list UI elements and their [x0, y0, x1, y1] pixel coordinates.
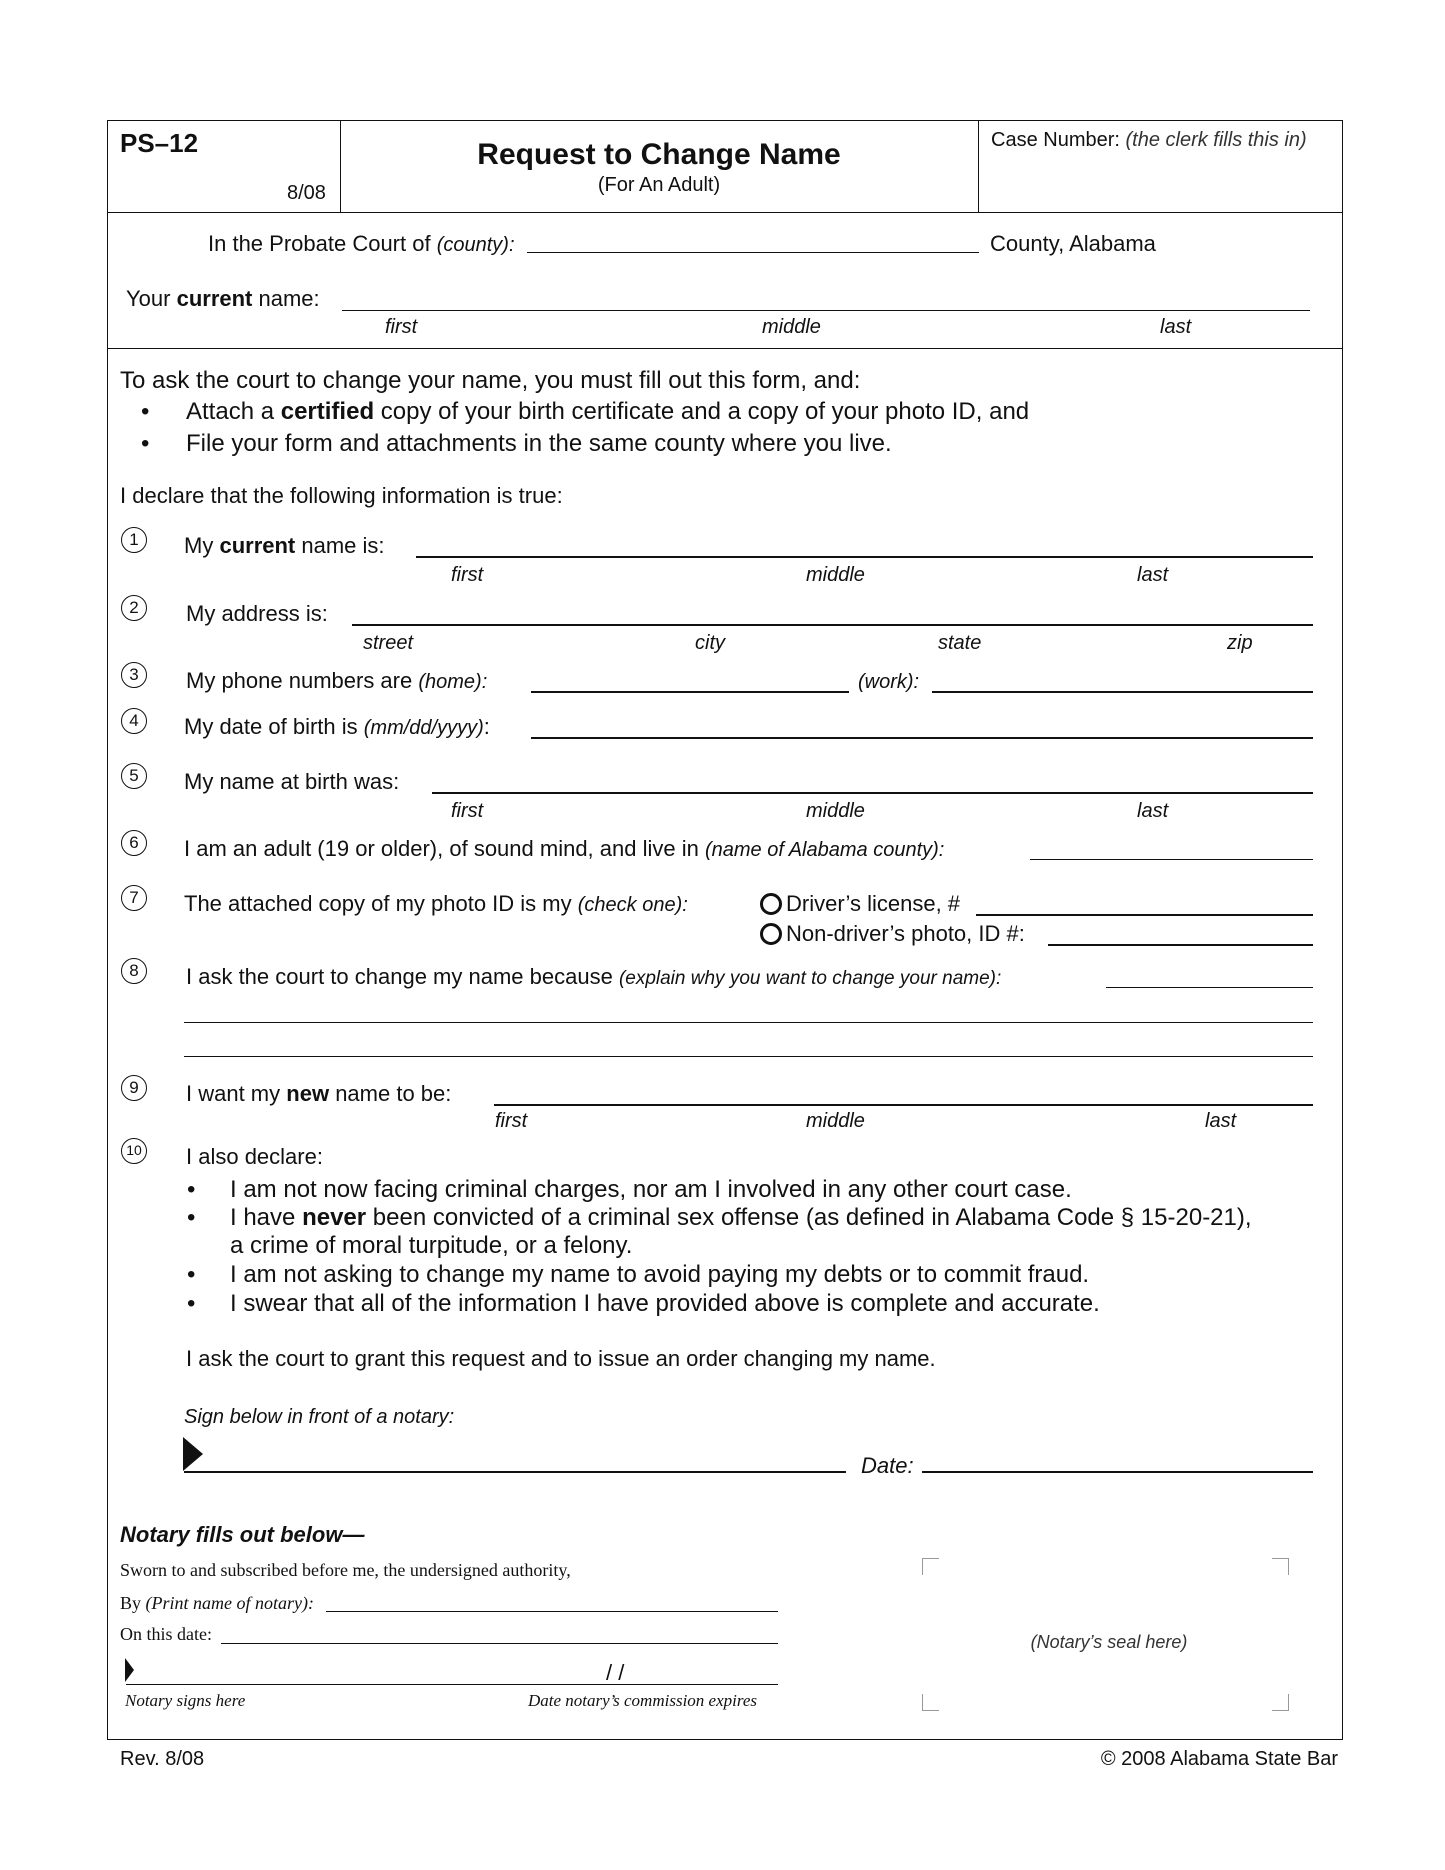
decl-4: I swear that all of the information I have provided above is complete and accurate. [230, 1290, 1100, 1317]
item-9-middle: middle [806, 1110, 865, 1132]
case-number-text: Case Number: [991, 129, 1120, 151]
declare-line: I declare that the following information is true: [120, 483, 563, 508]
sign-hint: Sign below in front of a notary: [184, 1406, 455, 1428]
case-number-label [991, 129, 1307, 152]
item-5-first: first [451, 800, 484, 822]
item-4-label [184, 714, 490, 740]
decl-1: I am not now facing criminal charges, nor am I involved in any other court case. [230, 1176, 1072, 1203]
item-10-number: 10 [121, 1138, 147, 1164]
top-name-bold: current [176, 286, 253, 311]
notary-by-label [120, 1593, 314, 1614]
item-1-number: 1 [121, 527, 147, 553]
court-county-hint: (county): [436, 234, 515, 256]
footer-copyright: © 2008 Alabama State Bar [1100, 1748, 1338, 1770]
item-3-work-field[interactable] [932, 691, 1313, 693]
item-4-text: My date of birth is [184, 714, 358, 739]
intro-bullet-2-dot: • [141, 430, 150, 457]
notary-arrow-icon [125, 1658, 134, 1682]
signature-arrow-icon [183, 1437, 203, 1471]
non-driver-id-field[interactable] [1048, 944, 1313, 946]
court-prefix [208, 231, 515, 257]
item-9-last: last [1205, 1110, 1237, 1132]
item-1-first: first [451, 564, 484, 586]
item-10-label: I also declare: [186, 1144, 323, 1169]
intro-b1-bold: certified [280, 398, 375, 425]
decl-1-dot: • [187, 1176, 196, 1203]
item-8-text: I ask the court to change my name because [186, 964, 613, 989]
item-7-opt2-label: Non-driver’s photo, ID #: [786, 921, 1025, 946]
form-date: 8/08 [287, 182, 326, 204]
notary-signature-field[interactable] [126, 1684, 778, 1685]
item-2-zip: zip [1227, 632, 1253, 654]
item-1-post: name is: [301, 533, 385, 558]
top-name-post: name: [258, 286, 320, 311]
item-1-field[interactable] [416, 556, 1313, 558]
item-9-pre: I want my [186, 1081, 281, 1106]
item-8-field-2[interactable] [184, 1022, 1313, 1023]
top-current-name-field[interactable] [342, 310, 1310, 311]
item-2-label: My address is: [186, 601, 328, 626]
decl-2 [230, 1204, 1252, 1232]
item-2-city: city [695, 632, 725, 654]
intro-bullet-2: File your form and attachments in the same county where you live. [186, 430, 892, 457]
notary-by-hint: (Print name of notary): [145, 1593, 314, 1613]
item-5-number: 5 [121, 763, 147, 789]
item-7-hint: (check one): [577, 894, 688, 916]
item-2-number: 2 [121, 595, 147, 621]
item-9-label [186, 1081, 451, 1107]
item-4-colon: : [483, 714, 490, 739]
notary-heading: Notary fills out below— [120, 1522, 365, 1547]
item-8-field-1[interactable] [1106, 987, 1313, 988]
item-7-opt1-label: Driver’s license, # [786, 891, 961, 916]
item-7-number: 7 [121, 885, 147, 911]
item-9-first: first [495, 1110, 528, 1132]
notary-date-field[interactable] [221, 1643, 778, 1644]
item-9-number: 9 [121, 1075, 147, 1101]
decl-2-post: been convicted of a criminal sex offense (as defined in Alabama Code § 15-20-21), [372, 1204, 1252, 1231]
header-vline-2 [978, 120, 979, 212]
item-3-number: 3 [121, 662, 147, 688]
item-5-label: My name at birth was: [184, 769, 400, 794]
top-last-label: last [1160, 316, 1192, 338]
form-title: Request to Change Name [477, 138, 841, 171]
item-3-text: My phone numbers are [186, 668, 413, 693]
item-4-hint: (mm/dd/yyyy) [363, 717, 484, 739]
decl-3-dot: • [187, 1261, 196, 1288]
item-5-last: last [1137, 800, 1169, 822]
item-1-pre: My [184, 533, 214, 558]
item-9-field[interactable] [494, 1104, 1313, 1106]
intro-lead: To ask the court to change your name, you must fill out this form, and: [120, 367, 861, 394]
grant-request: I ask the court to grant this request and to issue an order changing my name. [186, 1346, 936, 1371]
form-id: PS–12 [120, 128, 199, 158]
item-2-state: state [938, 632, 982, 654]
footer-rev: Rev. 8/08 [120, 1748, 205, 1770]
item-1-label [184, 533, 385, 559]
item-1-bold: current [219, 533, 296, 558]
decl-2-cont: a crime of moral turpitude, or a felony. [230, 1232, 633, 1259]
form-subtitle: (For An Adult) [597, 174, 721, 196]
case-number-hint: (the clerk fills this in) [1125, 129, 1307, 151]
drivers-license-field[interactable] [976, 914, 1313, 916]
notary-seal-label: (Notary’s seal here) [1030, 1632, 1188, 1652]
form-frame [107, 120, 1343, 1740]
drivers-license-radio[interactable] [760, 893, 782, 915]
header-divider [107, 212, 1343, 213]
decl-2-dot: • [187, 1204, 196, 1231]
top-middle-label: middle [762, 316, 821, 338]
item-3-work: (work): [858, 671, 920, 693]
item-8-number: 8 [121, 958, 147, 984]
intro-b1-post: copy of your birth certificate and a copy of your photo ID, and [380, 398, 1030, 425]
intro-b1-pre: Attach a [186, 398, 275, 425]
seal-corner-br [1272, 1694, 1289, 1711]
item-7-label [184, 891, 688, 917]
item-7-option-1[interactable] [760, 891, 960, 917]
seal-corner-tl [922, 1558, 939, 1575]
court-divider [107, 348, 1343, 349]
item-7-text: The attached copy of my photo ID is my [184, 891, 572, 916]
item-4-number: 4 [121, 708, 147, 734]
item-2-field[interactable] [352, 624, 1313, 626]
item-6-field[interactable] [1030, 859, 1313, 860]
seal-corner-bl [922, 1694, 939, 1711]
item-4-field[interactable] [531, 737, 1313, 739]
item-7-option-2[interactable] [760, 921, 1025, 947]
top-name-pre: Your [126, 286, 171, 311]
notary-on-date: On this date: [120, 1624, 212, 1644]
notary-slashes: / / [606, 1660, 625, 1685]
item-6-text: I am an adult (19 or older), of sound mind, and live in [184, 836, 699, 861]
notary-by: By [120, 1593, 142, 1613]
item-3-home-field[interactable] [531, 691, 849, 693]
intro-bullet-1-dot: • [141, 398, 150, 425]
signature-field[interactable] [184, 1471, 846, 1473]
top-current-name-label [126, 286, 320, 312]
item-5-field[interactable] [432, 792, 1313, 794]
item-2-street: street [363, 632, 414, 654]
item-3-label [186, 668, 487, 694]
item-8-hint: (explain why you want to change your name): [618, 968, 1002, 989]
item-6-label [184, 836, 944, 862]
item-5-middle: middle [806, 800, 865, 822]
item-3-home: (home): [418, 671, 488, 693]
county-field[interactable] [527, 252, 979, 253]
court-prefix-text: In the Probate Court of [208, 231, 431, 256]
item-1-last: last [1137, 564, 1169, 586]
notary-name-field[interactable] [326, 1611, 778, 1612]
court-suffix: County, Alabama [990, 231, 1156, 256]
signature-date-field[interactable] [922, 1471, 1313, 1473]
decl-4-dot: • [187, 1290, 196, 1317]
item-9-bold: new [286, 1081, 330, 1106]
item-9-post: name to be: [335, 1081, 452, 1106]
notary-signs-here: Notary signs here [125, 1691, 246, 1710]
item-8-field-3[interactable] [184, 1056, 1313, 1057]
item-1-middle: middle [806, 564, 865, 586]
top-first-label: first [385, 316, 418, 338]
decl-2-pre: I have [230, 1204, 296, 1231]
notary-sworn: Sworn to and subscribed before me, the undersigned authority, [120, 1560, 571, 1580]
decl-3: I am not asking to change my name to avoid paying my debts or to commit fraud. [230, 1261, 1090, 1288]
non-driver-id-radio[interactable] [760, 923, 782, 945]
intro-bullet-1 [186, 398, 1029, 426]
item-6-number: 6 [121, 830, 147, 856]
notary-commission: Date notary’s commission expires [528, 1691, 758, 1710]
decl-2-bold: never [302, 1204, 367, 1231]
item-6-hint: (name of Alabama county): [704, 839, 945, 861]
item-8-label [186, 964, 1001, 990]
seal-corner-tr [1272, 1558, 1289, 1575]
date-label: Date: [861, 1453, 914, 1478]
